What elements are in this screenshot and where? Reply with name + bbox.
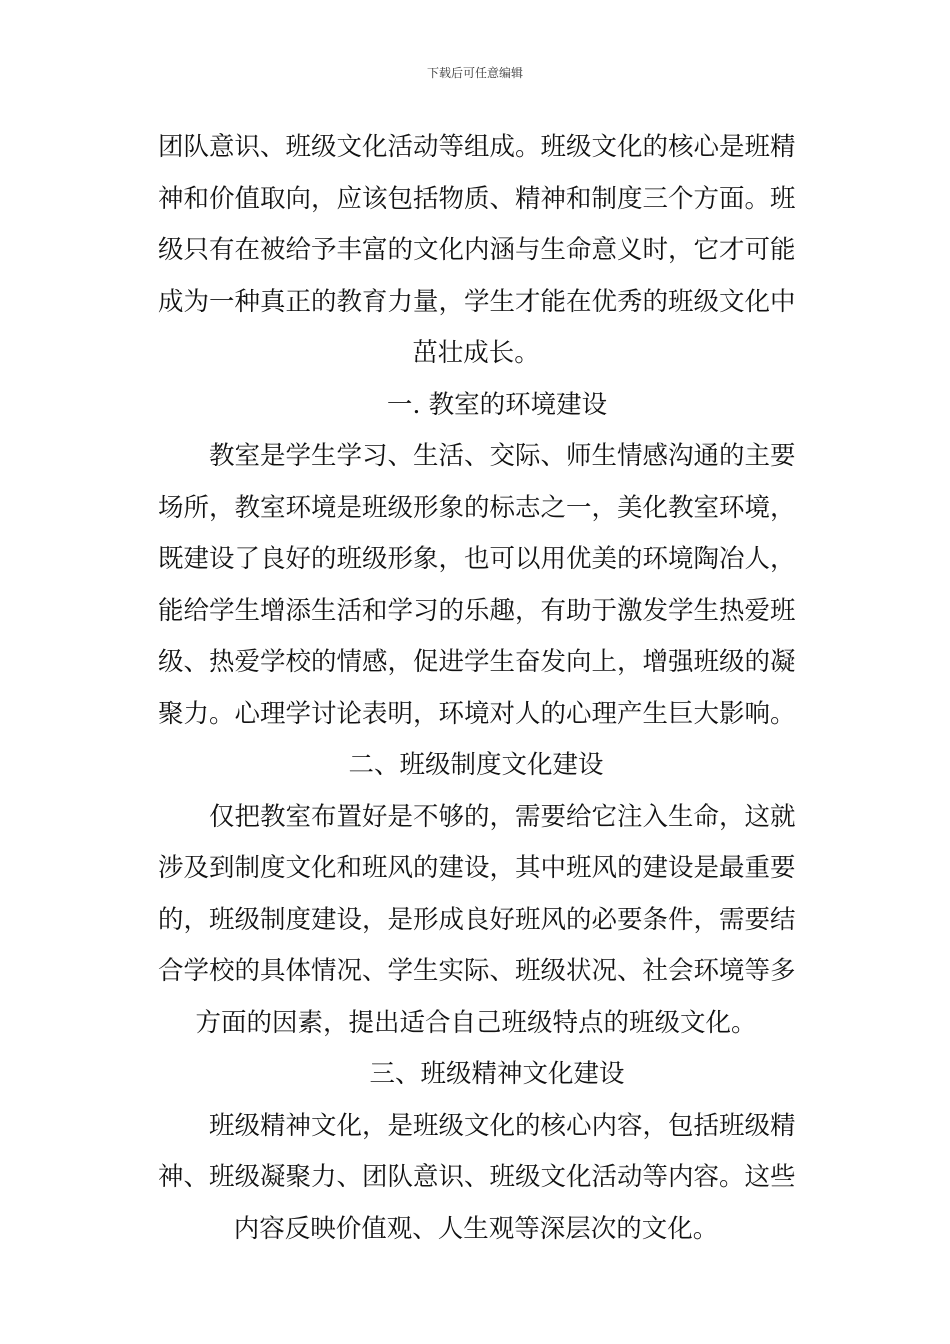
text-line: 级只有在被给予丰富的文化内涵与生命意义时，它才可能 xyxy=(158,235,796,265)
section-heading-1: 一. 教室的环境建设 xyxy=(386,389,608,420)
text-line: 茁壮成长。 xyxy=(412,338,540,368)
section-1-paragraph xyxy=(158,431,794,740)
text-line: 级、热爱学校的情感，促进学生奋发向上，增强班级的凝 xyxy=(158,647,796,677)
text-line: 内容反映价值观、人生观等深层次的文化。 xyxy=(233,1213,719,1244)
text-line: 的，班级制度建设，是形成良好班风的必要条件，需要结 xyxy=(158,904,796,935)
section-heading-3: 三、班级精神文化建设 xyxy=(369,1059,625,1089)
text-line: 涉及到制度文化和班风的建设，其中班风的建设是最重要 xyxy=(158,853,796,883)
text-line: 仅把教室布置好是不够的，需要给它注入生命，这就 xyxy=(209,801,796,832)
section-3-paragraph xyxy=(158,1101,794,1256)
text-line: 能给学生增添生活和学习的乐趣，有助于激发学生热爱班 xyxy=(158,595,796,626)
text-line: 合学校的具体情况、学生实际、班级状况、社会环境等多 xyxy=(158,956,796,986)
text-line: 方面的因素，提出适合自己班级特点的班级文化。 xyxy=(195,1007,757,1038)
document-body xyxy=(158,122,794,1255)
text-line: 神、班级凝聚力、团队意识、班级文化活动等内容。这些 xyxy=(158,1162,796,1192)
page-header-note: 下载后可任意编辑 xyxy=(426,66,523,80)
intro-paragraph xyxy=(158,122,794,380)
section-heading-2: 二、班级制度文化建设 xyxy=(348,750,604,780)
text-line: 既建设了良好的班级形象，也可以用优美的环境陶冶人， xyxy=(158,544,796,574)
text-line: 神和价值取向，应该包括物质、精神和制度三个方面。班 xyxy=(158,183,796,214)
text-line: 场所，教室环境是班级形象的标志之一，美化教室环境， xyxy=(158,492,796,523)
section-2-paragraph xyxy=(158,792,794,1050)
text-line: 教室是学生学习、生活、交际、师生情感沟通的主要 xyxy=(209,441,796,471)
text-line: 团队意识、班级文化活动等组成。班级文化的核心是班精 xyxy=(158,132,796,162)
text-line: 成为一种真正的教育力量，学生才能在优秀的班级文化中 xyxy=(158,286,796,317)
text-line: 聚力。心理学讨论表明，环境对人的心理产生巨大影响。 xyxy=(158,698,796,729)
text-line: 班级精神文化，是班级文化的核心内容，包括班级精 xyxy=(209,1110,796,1141)
